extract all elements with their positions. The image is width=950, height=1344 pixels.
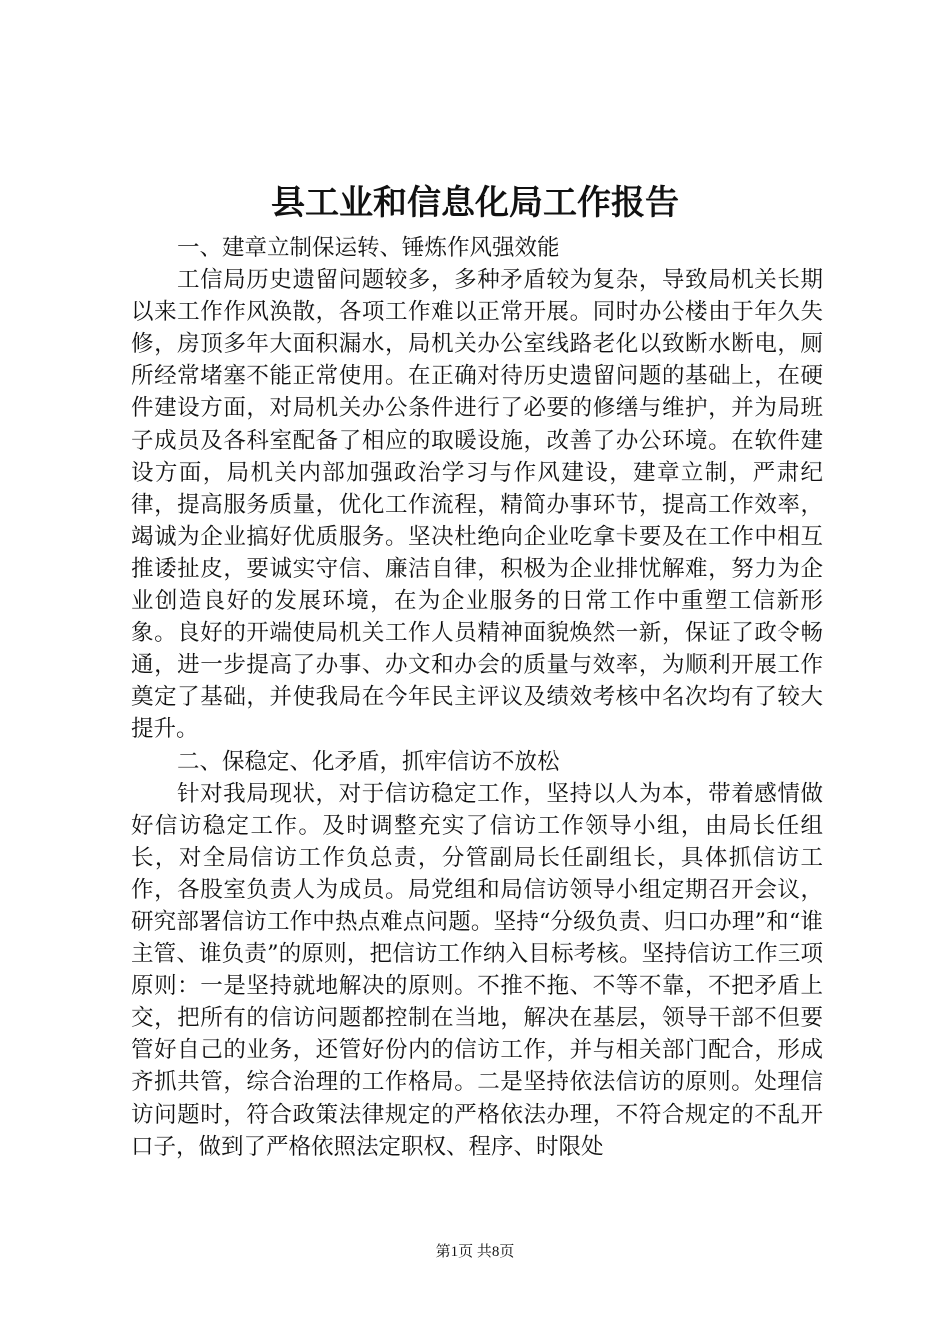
section-1 xyxy=(131,232,823,746)
section-heading: 一、建章立制保运转、锤炼作风强效能 xyxy=(177,235,560,261)
section-paragraph: 针对我局现状，对于信访稳定工作，坚持以人为本，带着感情做好信访稳定工作。及时调整充实了信访工作领导小组，由局长任组长，对全局信访工作负总责，分管副局长任副组长，具体抓信访工作，各股室负责人为成员。局党组和局信访领导小组定期召开会议，研究部署信访工作中热点难点问题。坚持“分级负责、归口办理”和“谁主管、谁负责”的原则，把信访工作纳入目标考核。坚持信访工作三项原则：一是坚持就地解决的原则。不推不拖、不等不靠，不把矛盾上交，把所有的信访问题都控制在当地，解决在基层，领导干部不但要管好自己的业务，还管好份内的信访工作，并与相关部门配合，形成齐抓共管，综合治理的工作格局。二是坚持依法信访的原则。处理信访问题时，符合政策法律规定的严格依法办理，不符合规定的不乱开口子，做到了严格依照法定职权、程序、时限处 xyxy=(131,780,823,1160)
page-number-footer: 第1页 共8页 xyxy=(435,1244,515,1260)
section-heading: 二、保稳定、化矛盾，抓牢信访不放松 xyxy=(177,748,560,775)
section-paragraph: 工信局历史遗留问题较多，多种矛盾较为复杂，导致局机关长期以来工作作风涣散，各项工作难以正常开展。同时办公楼由于年久失修，房顶多年大面积漏水，局机关办公室线路老化以致断水断电，厕所经常堵塞不能正常使用。在正确对待历史遗留问题的基础上，在硬件建设方面，对局机关办公条件进行了必要的修缮与维护，并为局班子成员及各科室配备了相应的取暖设施，改善了办公环境。在软件建设方面，局机关内部加强政治学习与作风建设，建章立制，严肃纪律，提高服务质量，优化工作流程，精简办事环节，提高工作效率，竭诚为企业搞好优质服务。坚决杜绝向企业吃拿卡要及在工作中相互推诿扯皮，要诚实守信、廉洁自律，积极为企业排忧解难，努力为企业创造良好的发展环境，在为企业服务的日常工作中重塑工信新形象。良好的开端使局机关工作人员精神面貌焕然一新，保证了政令畅通，进一步提高了办事、办文和办会的质量与效率，为顺利开展工作奠定了基础，并使我局在今年民主评议及绩效考核中名次均有了较大提升。 xyxy=(131,267,823,743)
section-2 xyxy=(131,746,823,1163)
document-title: 县工业和信息化局工作报告 xyxy=(271,183,679,223)
document-body xyxy=(131,232,823,1163)
